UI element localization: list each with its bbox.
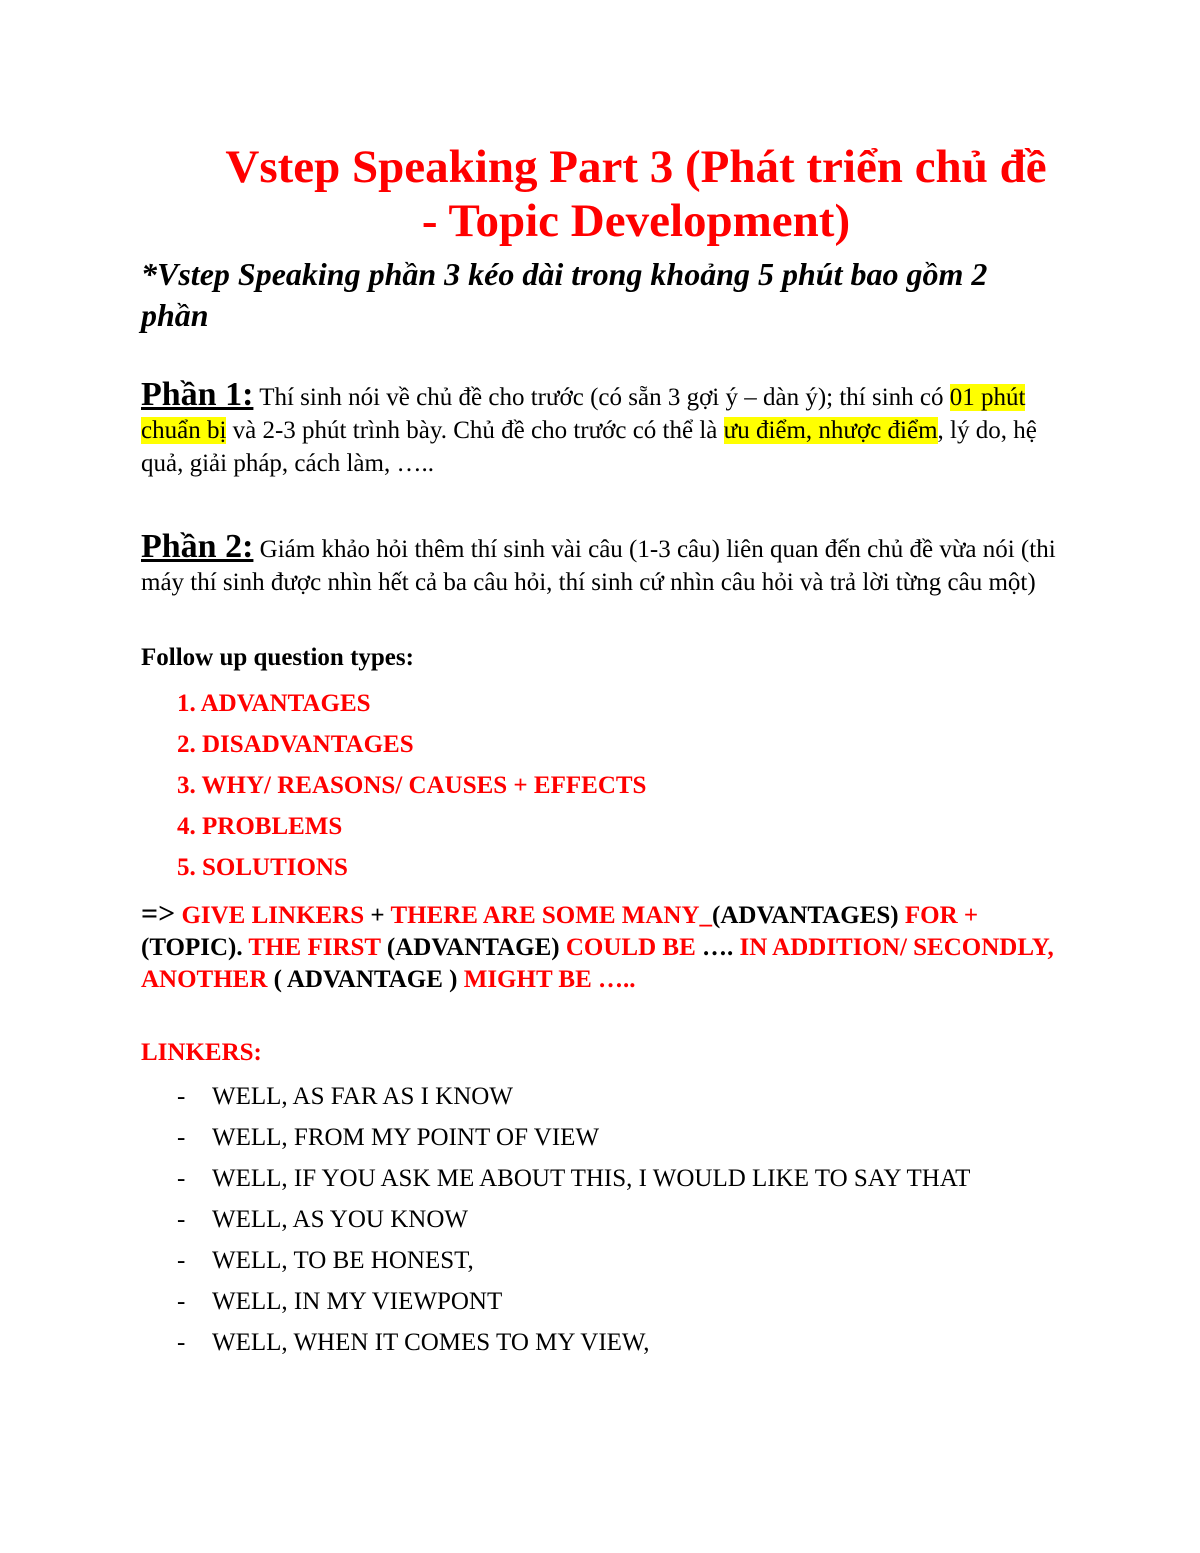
part-2-text: Giám khảo hỏi thêm thí sinh vài câu (1-3 câu) liên quan đến chủ đề vừa nói (thi máy thí sinh được nhìn hết cả ba câu hỏi, thí sinh cứ nhìn câu hỏi và trả lời từng câu một) xyxy=(141,536,1056,596)
part-2-heading: Phần 2: xyxy=(141,528,254,565)
part-1-heading: Phần 1: xyxy=(141,376,254,413)
part-1-highlight-2: ưu điểm, nhược điểm xyxy=(723,417,938,444)
part-1-highlight-1: 01 phút chuẩn bị xyxy=(141,384,1026,444)
document-page xyxy=(141,140,1057,1363)
formula-part: (ADVANTAGES) xyxy=(712,902,899,929)
formula-part: THERE ARE SOME MANY xyxy=(390,902,700,929)
formula-part: _ xyxy=(699,902,713,929)
part-2-paragraph xyxy=(141,530,1057,599)
bullet-dash: - xyxy=(177,1247,186,1274)
linker-item xyxy=(141,1322,1057,1363)
linkers-list xyxy=(141,1076,1057,1363)
formula-part: + xyxy=(364,902,391,929)
linker-item xyxy=(141,1199,1057,1240)
bullet-dash: - xyxy=(177,1288,186,1315)
linker-text: WELL, IN MY VIEWPONT xyxy=(212,1288,503,1315)
subtitle: *Vstep Speaking phần 3 kéo dài trong khoảng 5 phút bao gồm 2 phần xyxy=(141,256,988,333)
follow-up-heading: Follow up question types: xyxy=(141,644,414,671)
question-type-item: 4. PROBLEMS xyxy=(177,813,343,840)
question-type-item: 3. WHY/ REASONS/ CAUSES + EFFECTS xyxy=(177,772,647,799)
question-types-list xyxy=(177,683,1057,888)
part-1-text-1: Thí sinh nói về chủ đề cho trước (có sẵn 3 gợi ý – dàn ý); thí sinh có xyxy=(253,384,950,411)
linker-text: WELL, AS FAR AS I KNOW xyxy=(212,1083,513,1110)
answer-formula xyxy=(141,898,1057,996)
linker-text: WELL, TO BE HONEST, xyxy=(212,1247,474,1274)
formula-part: THE FIRST xyxy=(242,934,387,961)
bullet-dash: - xyxy=(177,1329,186,1356)
title-line-2: - Topic Development) xyxy=(421,195,851,247)
question-type-item: 2. DISADVANTAGES xyxy=(177,731,414,758)
linker-item xyxy=(141,1158,1057,1199)
linkers-heading: LINKERS: xyxy=(141,1039,262,1066)
formula-part: (ADVANTAGE) xyxy=(386,934,560,961)
formula-part: COULD BE xyxy=(559,934,702,961)
linker-item xyxy=(141,1281,1057,1322)
formula-part: GIVE LINKERS xyxy=(175,902,365,929)
part-1-paragraph xyxy=(141,378,1057,480)
bullet-dash: - xyxy=(177,1083,186,1110)
linker-text: WELL, IF YOU ASK ME ABOUT THIS, I WOULD LIKE TO SAY THAT xyxy=(212,1165,971,1192)
title-line-1: Vstep Speaking Part 3 (Phát triển chủ đề xyxy=(225,141,1047,193)
formula-part: …. xyxy=(702,934,734,961)
bullet-dash: - xyxy=(177,1165,186,1192)
document-title xyxy=(141,140,1057,248)
linker-text: WELL, FROM MY POINT OF VIEW xyxy=(212,1124,600,1151)
linker-text: WELL, AS YOU KNOW xyxy=(212,1206,468,1233)
linker-item xyxy=(141,1240,1057,1281)
formula-part: ( ADVANTAGE ) xyxy=(273,966,458,993)
linker-item xyxy=(141,1076,1057,1117)
question-type-item: 1. ADVANTAGES xyxy=(177,690,371,717)
arrow-symbol: => xyxy=(141,897,176,930)
formula-part: FOR + xyxy=(898,902,979,929)
formula-part: IN ADDITION/ SECONDLY, ANOTHER xyxy=(141,934,1054,993)
question-type-item: 5. SOLUTIONS xyxy=(177,854,348,881)
linker-text: WELL, WHEN IT COMES TO MY VIEW, xyxy=(212,1329,650,1356)
bullet-dash: - xyxy=(177,1124,186,1151)
linker-item xyxy=(141,1117,1057,1158)
bullet-dash: - xyxy=(177,1206,186,1233)
formula-part: (TOPIC). xyxy=(141,934,243,961)
part-1-text-3: , lý do, hệ quả, giải pháp, cách làm, ….. xyxy=(141,417,1037,477)
part-1-text-2: và 2-3 phút trình bày. Chủ đề cho trước có thể là xyxy=(226,417,724,444)
formula-part: MIGHT BE ….. xyxy=(457,966,636,993)
